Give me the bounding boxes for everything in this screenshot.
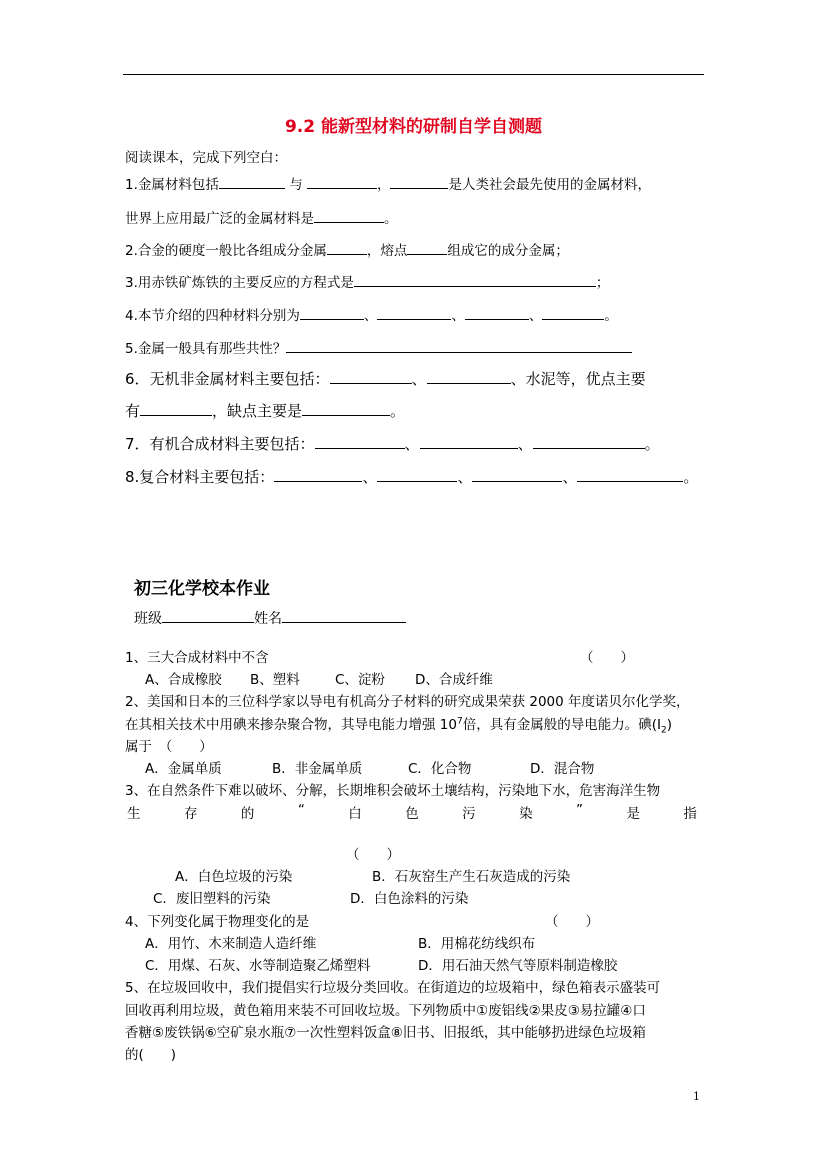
question-3: 3.用赤铁矿炼铁的主要反应的方程式是 ； <box>125 275 610 291</box>
question-8: 8.复合材料主要包括： 、 、 、 。 <box>125 468 699 486</box>
option-c: C．用煤、石灰、水等制造聚乙烯塑料 <box>145 958 371 974</box>
answer-blank[interactable] <box>286 339 632 353</box>
option-c: C．废旧塑料的污染 <box>153 891 271 907</box>
page-number: 1 <box>693 1090 700 1103</box>
mc-question-1: 1、三大合成材料中不含 <box>125 650 269 666</box>
answer-blank[interactable] <box>219 175 285 189</box>
question-2: 2.合金的硬度一般比各组成分金属 ，熔点 组成它的成分金属； <box>125 243 569 259</box>
option-b: B、塑料 <box>250 672 300 688</box>
mc-question-5-line-3: 香糖⑤废铁锅⑥空矿泉水瓶⑦一次性塑料饭盒⑧旧书、旧报纸，其中能够扔进绿色垃圾箱 <box>125 1025 646 1041</box>
answer-paren[interactable]: （ ） <box>346 847 400 863</box>
mc-question-5-line-2: 回收再利用垃圾，黄色箱用来装不可回收垃圾。下列物质中①废铝线②果皮③易拉罐④口 <box>125 1003 646 1019</box>
mc-question-2-line-3: 属于 （ ） <box>125 739 213 755</box>
header-rule <box>123 74 704 75</box>
option-c: C．化合物 <box>408 761 472 777</box>
answer-blank[interactable] <box>377 468 457 482</box>
question-7: 7．有机合成材料主要包括： 、 、 。 <box>125 435 660 453</box>
option-d: D、合成纤维 <box>415 672 493 688</box>
answer-blank[interactable] <box>472 468 562 482</box>
question-1-line-2: 世界上应用最广泛的金属材料是 。 <box>125 211 398 227</box>
answer-blank[interactable] <box>407 241 447 255</box>
answer-blank[interactable] <box>377 306 451 320</box>
answer-blank[interactable] <box>542 306 604 320</box>
option-c: C、淀粉 <box>335 672 385 688</box>
answer-blank[interactable] <box>302 402 390 416</box>
answer-paren[interactable]: （ ） <box>545 914 599 930</box>
answer-blank[interactable] <box>390 175 448 189</box>
class-field[interactable] <box>162 609 254 623</box>
question-6-line-2: 有 ，缺点主要是 。 <box>125 402 406 420</box>
question-5: 5.金属一般具有那些共性？ <box>125 337 632 357</box>
mc-question-5-line-4: 的( ) <box>125 1047 177 1063</box>
option-a: A．白色垃圾的污染 <box>175 869 293 885</box>
answer-blank[interactable] <box>140 402 212 416</box>
question-6: 6．无机非金属材料主要包括： 、 、水泥等，优点主要 <box>125 370 646 388</box>
answer-blank[interactable] <box>533 435 645 449</box>
student-info: 班级 姓名 <box>134 608 406 628</box>
option-b: B．用棉花纺线织布 <box>418 936 536 952</box>
mc-question-2-line-2: 在其相关技术中用碘来掺杂聚合物，其导电能力增强 $10^7$倍，具有金属般的导电能力。碘$(I_2)$ <box>125 716 672 736</box>
page-title: 9.2 能新型材料的研制自学自测题 <box>284 117 543 137</box>
option-a: A、合成橡胶 <box>145 672 222 688</box>
answer-blank[interactable] <box>327 241 367 255</box>
mc-question-3-line-1: 3、在自然条件下难以破坏、分解，长期堆积会破坏土壤结构，污染地下水，危害海洋生物 <box>125 783 661 799</box>
answer-blank[interactable] <box>300 306 364 320</box>
option-b: B．石灰窑生产生石灰造成的污染 <box>372 869 571 885</box>
answer-blank[interactable] <box>577 468 683 482</box>
answer-blank[interactable] <box>420 435 518 449</box>
option-d: D．白色涂料的污染 <box>350 891 469 907</box>
answer-paren[interactable]: （ ） <box>580 650 634 666</box>
option-b: B．非金属单质 <box>272 761 363 777</box>
answer-blank[interactable] <box>427 370 511 384</box>
answer-blank[interactable] <box>465 306 529 320</box>
answer-blank[interactable] <box>330 370 412 384</box>
homework-title: 初三化学校本作业 <box>134 579 270 599</box>
question-1: 1.金属材料包括 与 ， 是人类社会最先使用的金属材料， <box>125 177 651 193</box>
option-a: A．金属单质 <box>145 761 222 777</box>
mc-question-4: 4、下列变化属于物理变化的是 <box>125 914 310 930</box>
answer-blank[interactable] <box>354 273 596 287</box>
mc-question-5-line-1: 5、在垃圾回收中，我们提倡实行垃圾分类回收。在街道边的垃圾箱中，绿色箱表示盛装可 <box>125 980 661 996</box>
answer-blank[interactable] <box>314 209 384 223</box>
option-d: D．用石油天然气等原料制造橡胶 <box>418 958 618 974</box>
mc-question-2-line-1: 2、美国和日本的三位科学家以导电有机高分子材料的研究成果荣获 2000 年度诺贝尔化学奖， <box>125 694 690 710</box>
answer-blank[interactable] <box>307 175 377 189</box>
answer-blank[interactable] <box>315 435 405 449</box>
instruction: 阅读课本，完成下列空白： <box>125 150 287 166</box>
name-field[interactable] <box>282 609 406 623</box>
option-a: A．用竹、木来制造人造纤维 <box>145 936 317 952</box>
answer-blank[interactable] <box>274 468 362 482</box>
mc-question-3-line-2: 生 存 的 “ 白 色 污 染 ” 是 指 <box>127 802 697 822</box>
question-4: 4.本节介绍的四种材料分别为 、 、 、 。 <box>125 308 618 324</box>
option-d: D．混合物 <box>530 761 595 777</box>
